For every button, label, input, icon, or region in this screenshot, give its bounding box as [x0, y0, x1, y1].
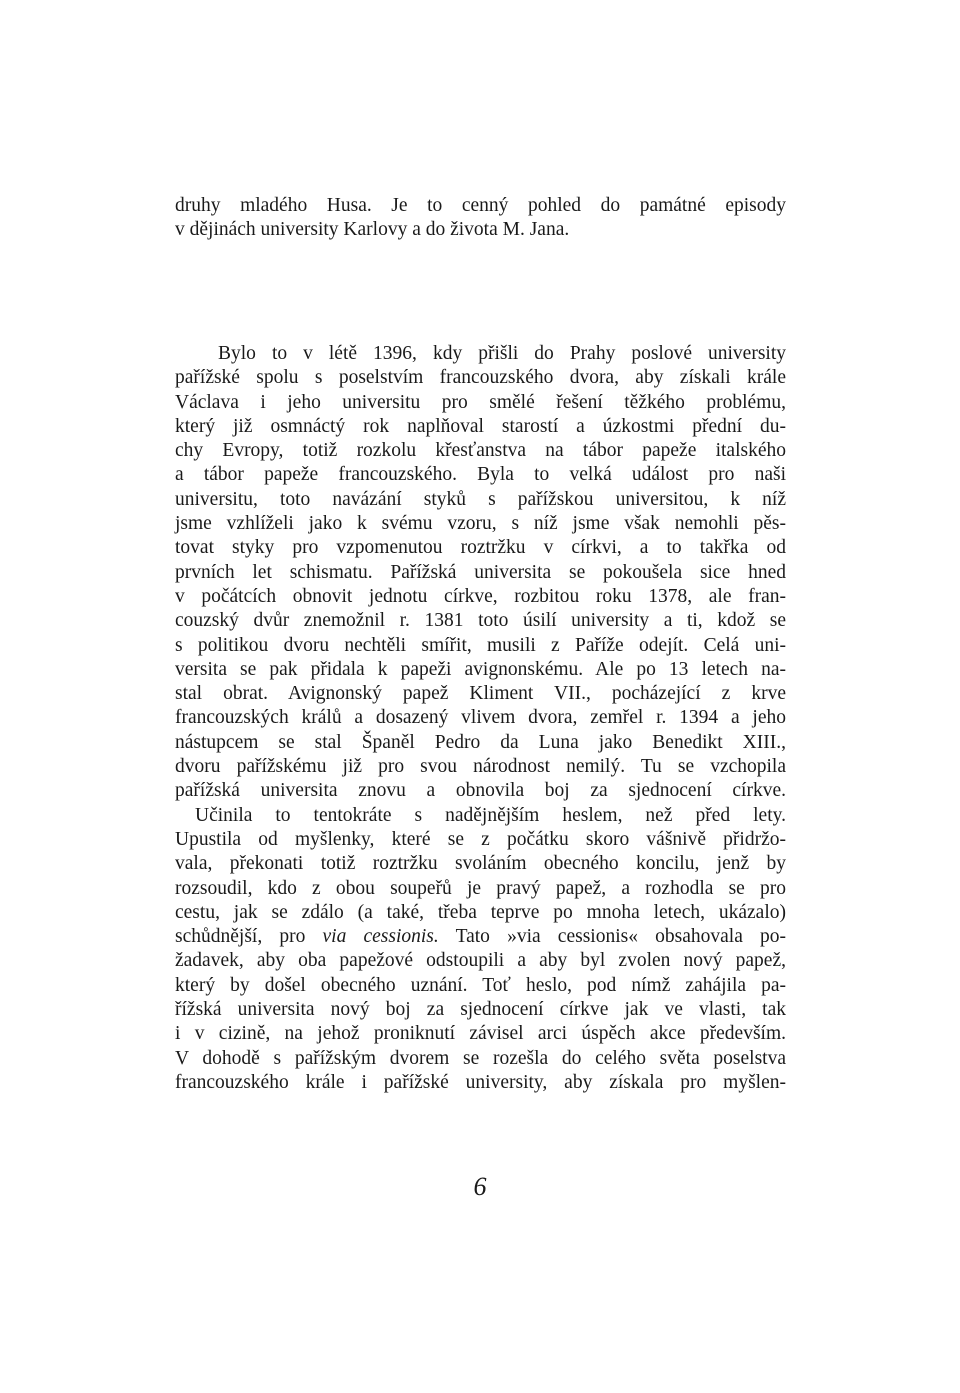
text-line: nástupcem se stal Španěl Pedro da Luna jako Benedikt XIII.,: [175, 731, 786, 753]
text-segment: Tato »via cessionis« obsahovala po-: [438, 926, 786, 948]
text-line: rozsoudil, kdo z obou soupeřů je pravý papež, a rozhodla se pro: [175, 877, 786, 899]
text-line: Václava i jeho universitu pro smělé řešení těžkého problému,: [175, 391, 786, 413]
page-number: 6: [473, 1172, 487, 1201]
text-line: V dohodě s pařížským dvorem se rozešla do celého světa poselstva: [175, 1047, 786, 1069]
text-line: s politikou dvoru nechtěli smířit, musili z Paříže odejít. Celá uni-: [175, 634, 786, 656]
text-line: který již osmnáctý rok naplňoval starostí a úzkostmi přední du-: [175, 415, 786, 437]
text-line: pařížské spolu s poselstvím francouzského dvora, aby získali krále: [175, 367, 786, 389]
italic-term: via cessionis.: [322, 926, 439, 948]
text-line: v počátcích obnovit jednotu církve, rozbitou roku 1378, ale fran-: [175, 585, 786, 607]
text-line: který by došel obecného uznání. Toť heslo, pod nímž zahájila pa-: [175, 974, 786, 996]
text-line: vala, překonati totiž roztržku svoláním obecného koncilu, jenž by: [175, 853, 786, 875]
text-line: couzský dvůr znemožnil r. 1381 toto úsilí university a ti, kdož se: [175, 610, 786, 632]
text-line: chy Evropy, totiž rozkolu křesťanstva na tábor papeže italského: [175, 440, 786, 462]
text-line: versita se pak přidala k papeži avignonskému. Ale po 13 letech na-: [175, 658, 786, 680]
intro-paragraph: [175, 194, 786, 243]
text-line: druhy mladého Husa. Je to cenný pohled do památné episody: [175, 195, 786, 216]
text-line: universitu, toto navázání styků s pařížskou universitou, k níž: [175, 488, 786, 510]
text-line: francouzského krále i pařížské university, aby získala pro myšlen-: [175, 1071, 786, 1093]
text-line: řížská universita nový boj za sjednocení církve jak ve vlasti, tak: [175, 999, 786, 1021]
text-line: dvoru pařížskému již pro svou národnost nemilý. Tu se vzchopila: [175, 756, 786, 778]
text-line: žadavek, aby oba papežové odstoupili a aby byl zvolen nový papež,: [175, 950, 786, 972]
text-line: Upustila od myšlenky, které se z počátku skoro vášnivě přidržo-: [175, 828, 786, 850]
main-paragraph: [175, 342, 786, 1095]
text-line: stal obrat. Avignonský papež Kliment VII., pocházející z krve: [175, 683, 786, 705]
text-line: prvních let schismatu. Pařížská universita se pokoušela sice hned: [175, 561, 786, 583]
text-line: francouzských králů a dosazený vlivem dvora, zemřel r. 1394 a jeho: [175, 707, 786, 729]
text-line: v dějinách university Karlovy a do života M. Jana.: [175, 219, 570, 241]
text-line: pařížská universita znovu a obnovila boj za sjednocení církve.: [175, 780, 786, 802]
text-line: tovat styky pro vzpomenutou roztržku v církvi, a to takřka od: [175, 537, 786, 559]
text-line: Učinila to tentokráte s nadějnějším heslem, než před lety.: [195, 804, 786, 826]
text-line: jsme vzhlíželi jako k svému vzoru, s níž jsme však nemohli pěs-: [175, 513, 786, 535]
text-line: Bylo to v létě 1396, kdy přišli do Prahy poslové university: [218, 343, 786, 364]
text-segment: schůdnější, pro: [175, 926, 323, 948]
text-line-with-italic: [175, 925, 786, 949]
text-line: a tábor papeže francouzského. Byla to velká událost pro naši: [175, 464, 786, 486]
text-line: cestu, jak se zdálo (a také, třeba teprve po mnoha letech, ukázalo): [175, 901, 786, 923]
text-line: i v cizině, na jehož proniknutí závisel arci úspěch akce především.: [175, 1023, 786, 1045]
